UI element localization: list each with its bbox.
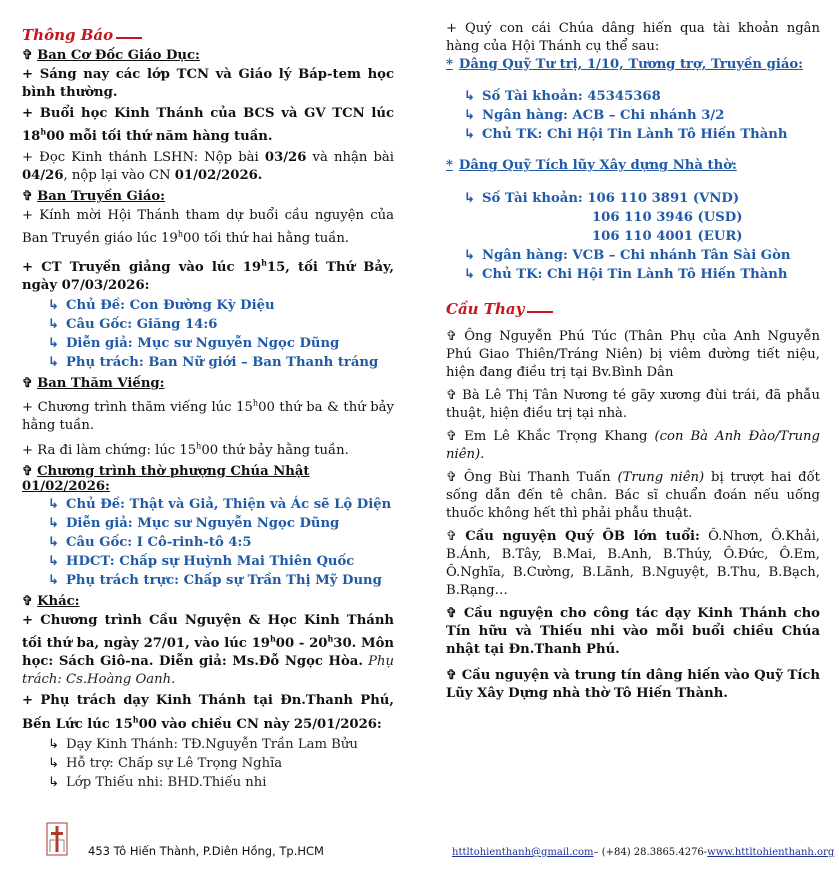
cross-icon: ✞: [22, 463, 34, 479]
arrow-icon: ↳: [48, 572, 60, 588]
star-icon: *: [446, 158, 453, 174]
prayer-item: ✞ Cầu nguyện cho công tác dạy Kinh Thánh cho Tín hữu và Thiếu nhi vào mỗi buổi chiều Chúa nhật tại Đn.Thanh Phú.: [446, 605, 820, 657]
church-logo-icon: [46, 822, 68, 856]
list-item: ↳ Dạy Kinh Thánh: TĐ.Nguyễn Trần Lam Bửu: [48, 736, 358, 752]
arrow-icon: ↳: [48, 774, 60, 790]
cross-icon: ✞: [446, 605, 464, 621]
section-title-evangelism: ✞ Ban Truyền Giáo:: [22, 189, 166, 205]
cross-icon: ✞: [446, 667, 462, 683]
donation-intro: + Quý con cái Chúa dâng hiến qua tài khoản ngân hàng của Hội Thánh cụ thể sau:: [446, 21, 820, 54]
prayer-item: ✞ Bà Lê Thị Tân Nương té gãy xương đùi trái, đã phẫu thuật, hiện điều trị tại nhà.: [446, 387, 820, 421]
list-item: ↳ Số Tài khoản: 45345368: [464, 89, 661, 105]
arrow-icon: ↳: [48, 355, 60, 371]
list-item: ↳ Phụ trách trực: Chấp sự Trần Thị Mỹ Dung: [48, 572, 382, 588]
list-item: ↳ Ngân hàng: VCB – Chi nhánh Tân Sài Gòn: [464, 247, 791, 263]
cross-icon: ✞: [22, 48, 34, 63]
list-item: 106 110 3946 (USD): [592, 209, 743, 225]
arrow-icon: ↳: [464, 108, 476, 124]
prayer-item: ✞ Cầu nguyện Quý ÔB lớn tuổi: Ô.Nhơn, Ô.Khải, B.Ánh, B.Tây, B.Mai, B.Anh, B.Thúy, Ô.Đức, Ô.Em, Ô.Nghĩa, B.Cường, B.Lãnh, B.Nguyệt, B.Thu, B.Bạch, B.Rạng…: [446, 528, 820, 598]
arrow-icon: ↳: [48, 496, 60, 512]
arrow-icon: ↳: [48, 317, 60, 333]
footer: [0, 820, 839, 880]
arrow-icon: ↳: [48, 298, 60, 314]
arrow-icon: ↳: [464, 247, 476, 263]
arrow-icon: ↳: [48, 755, 60, 771]
para: + Sáng nay các lớp TCN và Giáo lý Báp-tem học bình thường.: [22, 67, 394, 100]
star-icon: *: [446, 57, 453, 72]
para: + Chương trình thăm viếng lúc 15$^h$00 thứ ba & thứ bảy hằng tuần.: [22, 398, 394, 433]
list-item: ↳ Chủ Đề: Con Đường Kỳ Diệu: [48, 298, 275, 314]
arrow-icon: ↳: [464, 89, 476, 105]
bible-teaching-list: [48, 735, 394, 792]
prayer-item: ✞ Ông Nguyễn Phú Túc (Thân Phụ của Anh Nguyễn Phú Giao Thiên/Tráng Niên) bị viêm đường tiết niệu, hiện đang điều trị tại Bv.Bình Dân: [446, 328, 821, 380]
prayer-item: ✞ Ông Bùi Thanh Tuấn (Trung niên) bị trượt hai đốt sống dẫn đến tê chân. Bác sĩ chuẩn đoán nếu uống thuốc không hết thì phải phẫu thuật.: [446, 469, 820, 521]
arrow-icon: ↳: [464, 266, 476, 282]
para: + Buổi học Kinh Thánh của BCS và GV TCN lúc 18$^h$00 mỗi tối thứ năm hàng tuần.: [22, 106, 394, 145]
evangelism-list: [48, 296, 394, 372]
para: + Phụ trách dạy Kinh Thánh tại Đn.Thanh Phú, Bến Lức lúc 15$^h$00 vào chiều CN này 25/01/2026:: [22, 693, 394, 732]
fund1-title: * Dâng Quỹ Tư trị, 1/10, Tương trợ, Truyền giáo:: [446, 57, 804, 72]
list-item: ↳ Hỗ trợ: Chấp sự Lê Trọng Nghĩa: [48, 755, 283, 771]
fund2-title: * Dâng Quỹ Tích lũy Xây dựng Nhà thờ:: [446, 158, 737, 174]
para: + Chương trình Cầu Nguyện & Học Kinh Thánh tối thứ ba, ngày 27/01, vào lúc 19$^h$00 - 20$^h$30. Môn học: Sách Giô-na. Diễn giả: Ms.Đỗ Ngọc Hòa. Phụ trách: Cs.Hoàng Oanh.: [22, 612, 394, 688]
worship-list: [48, 495, 394, 590]
cau-thay-header: Cầu Thay: [446, 300, 820, 318]
list-item: ↳ Lớp Thiếu nhi: BHD.Thiếu nhi: [48, 774, 267, 790]
list-item: ↳ Chủ TK: Chi Hội Tin Lành Tô Hiến Thành: [464, 266, 788, 282]
list-item: ↳ Câu Gốc: Giăng 14:6: [48, 317, 218, 333]
para: + Ra đi làm chứng: lúc 15$^h$00 thứ bảy hằng tuần.: [22, 441, 349, 458]
arrow-icon: ↳: [48, 553, 60, 569]
para: + Đọc Kinh thánh LSHN: Nộp bài 03/26 và nhận bài 04/26, nộp lại vào CN 01/02/2026.: [22, 150, 394, 184]
right-column: [446, 0, 820, 703]
section-title-sunday-worship: ✞ Chương trình thờ phượng Chúa Nhật 01/02/2026:: [22, 463, 310, 494]
footer-contact: httltohienthanh@gmail.com– (+84) 28.3865.4276-www.httltohienthanh.org: [452, 847, 835, 858]
fund2-details: [450, 189, 820, 284]
cross-icon: ✞: [22, 593, 34, 609]
arrow-icon: ↳: [48, 534, 60, 550]
list-item: ↳ Phụ trách: Ban Nữ giới – Ban Thanh tráng: [48, 355, 379, 371]
section-title-other: ✞ Khác:: [22, 593, 80, 609]
list-item: ↳ Câu Gốc: I Cô-rinh-tô 4:5: [48, 534, 252, 550]
cross-icon: ✞: [446, 528, 466, 544]
footer-address: 453 Tô Hiến Thành, P.Diên Hồng, Tp.HCM: [88, 844, 324, 858]
cross-icon: ✞: [22, 189, 34, 205]
arrow-icon: ↳: [464, 190, 476, 206]
para: + CT Truyền giảng vào lúc 19$^h$15, tối Thứ Bảy, ngày 07/03/2026:: [22, 257, 394, 294]
prayer-item: ✞ Cầu nguyện và trung tín dâng hiến vào Quỹ Tích Lũy Xây Dựng nhà thờ Tô Hiến Thành.: [446, 667, 820, 701]
arrow-icon: ↳: [48, 336, 60, 352]
cross-icon: ✞: [22, 376, 34, 392]
arrow-icon: ↳: [48, 736, 60, 752]
list-item: ↳ HDCT: Chấp sự Huỳnh Mai Thiên Quốc: [48, 553, 355, 569]
section-title-visitation: ✞ Ban Thăm Viếng:: [22, 376, 165, 392]
list-item: ↳ Số Tài khoản: 106 110 3891 (VND): [464, 190, 740, 206]
para: + Kính mời Hội Thánh tham dự buổi cầu nguyện của Ban Truyền giáo lúc 19$^h$00 tối thứ hai hằng tuần.: [22, 208, 394, 246]
prayer-item: ✞ Em Lê Khắc Trọng Khang (con Bà Anh Đào/Trung niên).: [446, 428, 820, 462]
fund1-details: [450, 87, 820, 144]
list-item: ↳ Diễn giả: Mục sư Nguyễn Ngọc Dũng: [48, 515, 340, 531]
section-title-christian-education: ✞ Ban Cơ Đốc Giáo Dục:: [22, 48, 200, 63]
list-item: 106 110 4001 (EUR): [592, 228, 743, 244]
cross-icon: ✞: [446, 328, 465, 344]
cross-icon: ✞: [446, 387, 463, 403]
email-link[interactable]: httltohienthanh@gmail.com: [452, 847, 594, 858]
website-link[interactable]: www.httltohienthanh.org: [707, 847, 835, 858]
list-item: ↳ Chủ Đề: Thật và Giả, Thiện và Ác sẽ Lộ Diện: [48, 496, 392, 512]
thong-bao-header: Thông Báo: [22, 26, 394, 44]
list-item: ↳ Diễn giả: Mục sư Nguyễn Ngọc Dũng: [48, 336, 340, 352]
cross-icon: ✞: [446, 469, 464, 485]
arrow-icon: ↳: [48, 515, 60, 531]
cross-icon: ✞: [446, 428, 465, 444]
arrow-icon: ↳: [464, 127, 476, 143]
left-column: [22, 0, 394, 792]
list-item: ↳ Ngân hàng: ACB – Chi nhánh 3/2: [464, 108, 725, 124]
list-item: ↳ Chủ TK: Chi Hội Tin Lành Tô Hiến Thành: [464, 127, 788, 143]
